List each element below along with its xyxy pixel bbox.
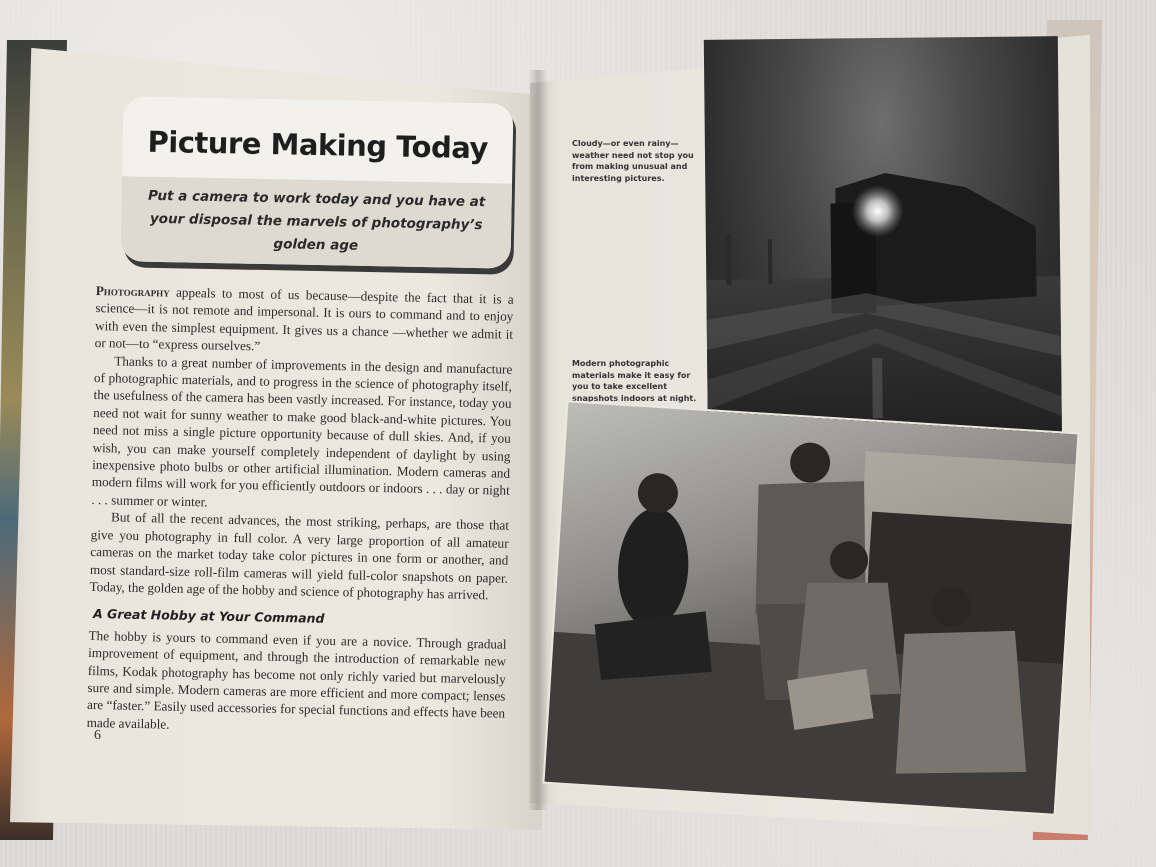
people-photo: [545, 402, 1078, 813]
train-photo: [704, 36, 1062, 465]
book-gutter: [528, 70, 548, 810]
caption-people: Modern photographic materials make it easy for you to take excellent snapshots indoors at night.: [572, 359, 697, 403]
paragraph-1-text: appeals to most of us because—despite the fact that it is a science—it is not remote and impersonal. It is ours to command and to enjoy with even the simplest equipment. It gives us a chance —whether we admit it or not—to “express ourselves.”: [94, 284, 514, 354]
paragraph-3: But of all the recent advances, the most striking, perhaps, are those that give you photography in full color. A very large proportion of all amateur cameras on the market today take color pictures in one form or another, and most standard-size roll-film cameras will yield full-color snapshots on paper. Today, the golden age of the hobby and science of photography has arrived.: [89, 509, 510, 603]
paragraph-1: [95, 282, 514, 360]
paragraph-lead: Photography: [95, 282, 170, 300]
page-title: Picture Making Today: [147, 124, 489, 166]
page-number: 6: [94, 728, 101, 743]
section-heading: A Great Hobby at Your Command: [92, 606, 325, 627]
caption-train: Cloudy—or even rainy—weather need not stop you from making unusual and interesting pictures.: [572, 139, 694, 183]
paragraph-2: Thanks to a great number of improvements in the design and manufacture of photographic materials, and to progress in the science of photography itself, the usefulness of the camera has been vastly increased. For instance, today you need not wait for sunny weather to make good black-and-white pictures. You need not miss a single picture opportunity because of dull skies. And, if you wish, you can make yourself completely independent of daylight by using inexpensive photo bulbs or other artificial illumination. Modern cameras and modern films will work for you efficiently outdoors or indoors . . . day or night . . . summer or winter.: [91, 353, 513, 510]
body-text: [87, 282, 514, 740]
people-photo-illustration: [545, 402, 1078, 813]
page-subtitle: Put a camera to work today and you have at your disposal the marvels of photography’s golden age: [147, 187, 486, 254]
paragraph-4: The hobby is yours to command even if you are a novice. Through gradual improvement of equipment, and through the introduction of remarkable new films, Kodak photography has become not only richly varied but marvelously sure and simple. Modern cameras are more efficient and more compact; lenses are “faster.” Easily used accessories for special functions and effects have been made available.: [86, 627, 507, 732]
title-box: [120, 96, 513, 268]
train-photo-illustration: [704, 36, 1062, 465]
